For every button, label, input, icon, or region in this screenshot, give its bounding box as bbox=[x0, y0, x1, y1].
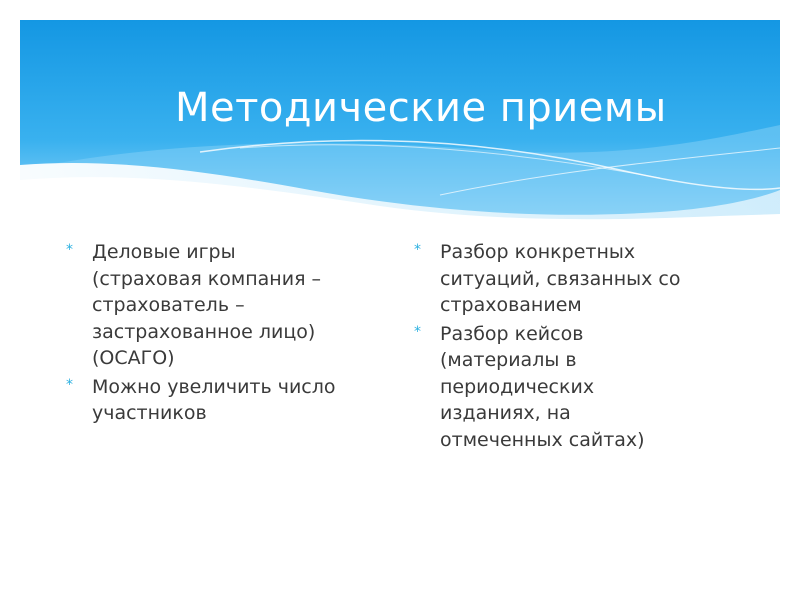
list-item bbox=[414, 239, 714, 319]
asterisk-bullet-icon: * bbox=[66, 376, 73, 393]
list-item-text: Разбор конкретных ситуаций, связанных со страхованием bbox=[440, 241, 681, 316]
list-item-text: Можно увеличить число участников bbox=[92, 375, 336, 424]
right-column bbox=[414, 239, 714, 455]
list-item-text: Разбор кейсов (материалы в периодических изданиях, на отмеченных сайтах) bbox=[440, 322, 645, 451]
list-item bbox=[66, 374, 366, 427]
list-item bbox=[66, 239, 366, 372]
list-item bbox=[414, 321, 714, 454]
list-item-text: Деловые игры (страховая компания – страхователь – застрахованное лицо) (ОСАГО) bbox=[92, 241, 322, 369]
slide-title: Методические приемы bbox=[175, 85, 667, 131]
asterisk-bullet-icon: * bbox=[66, 242, 73, 258]
asterisk-bullet-icon: * bbox=[414, 242, 421, 258]
left-column bbox=[66, 239, 366, 429]
header-banner bbox=[20, 20, 780, 220]
asterisk-bullet-icon: * bbox=[414, 323, 421, 340]
